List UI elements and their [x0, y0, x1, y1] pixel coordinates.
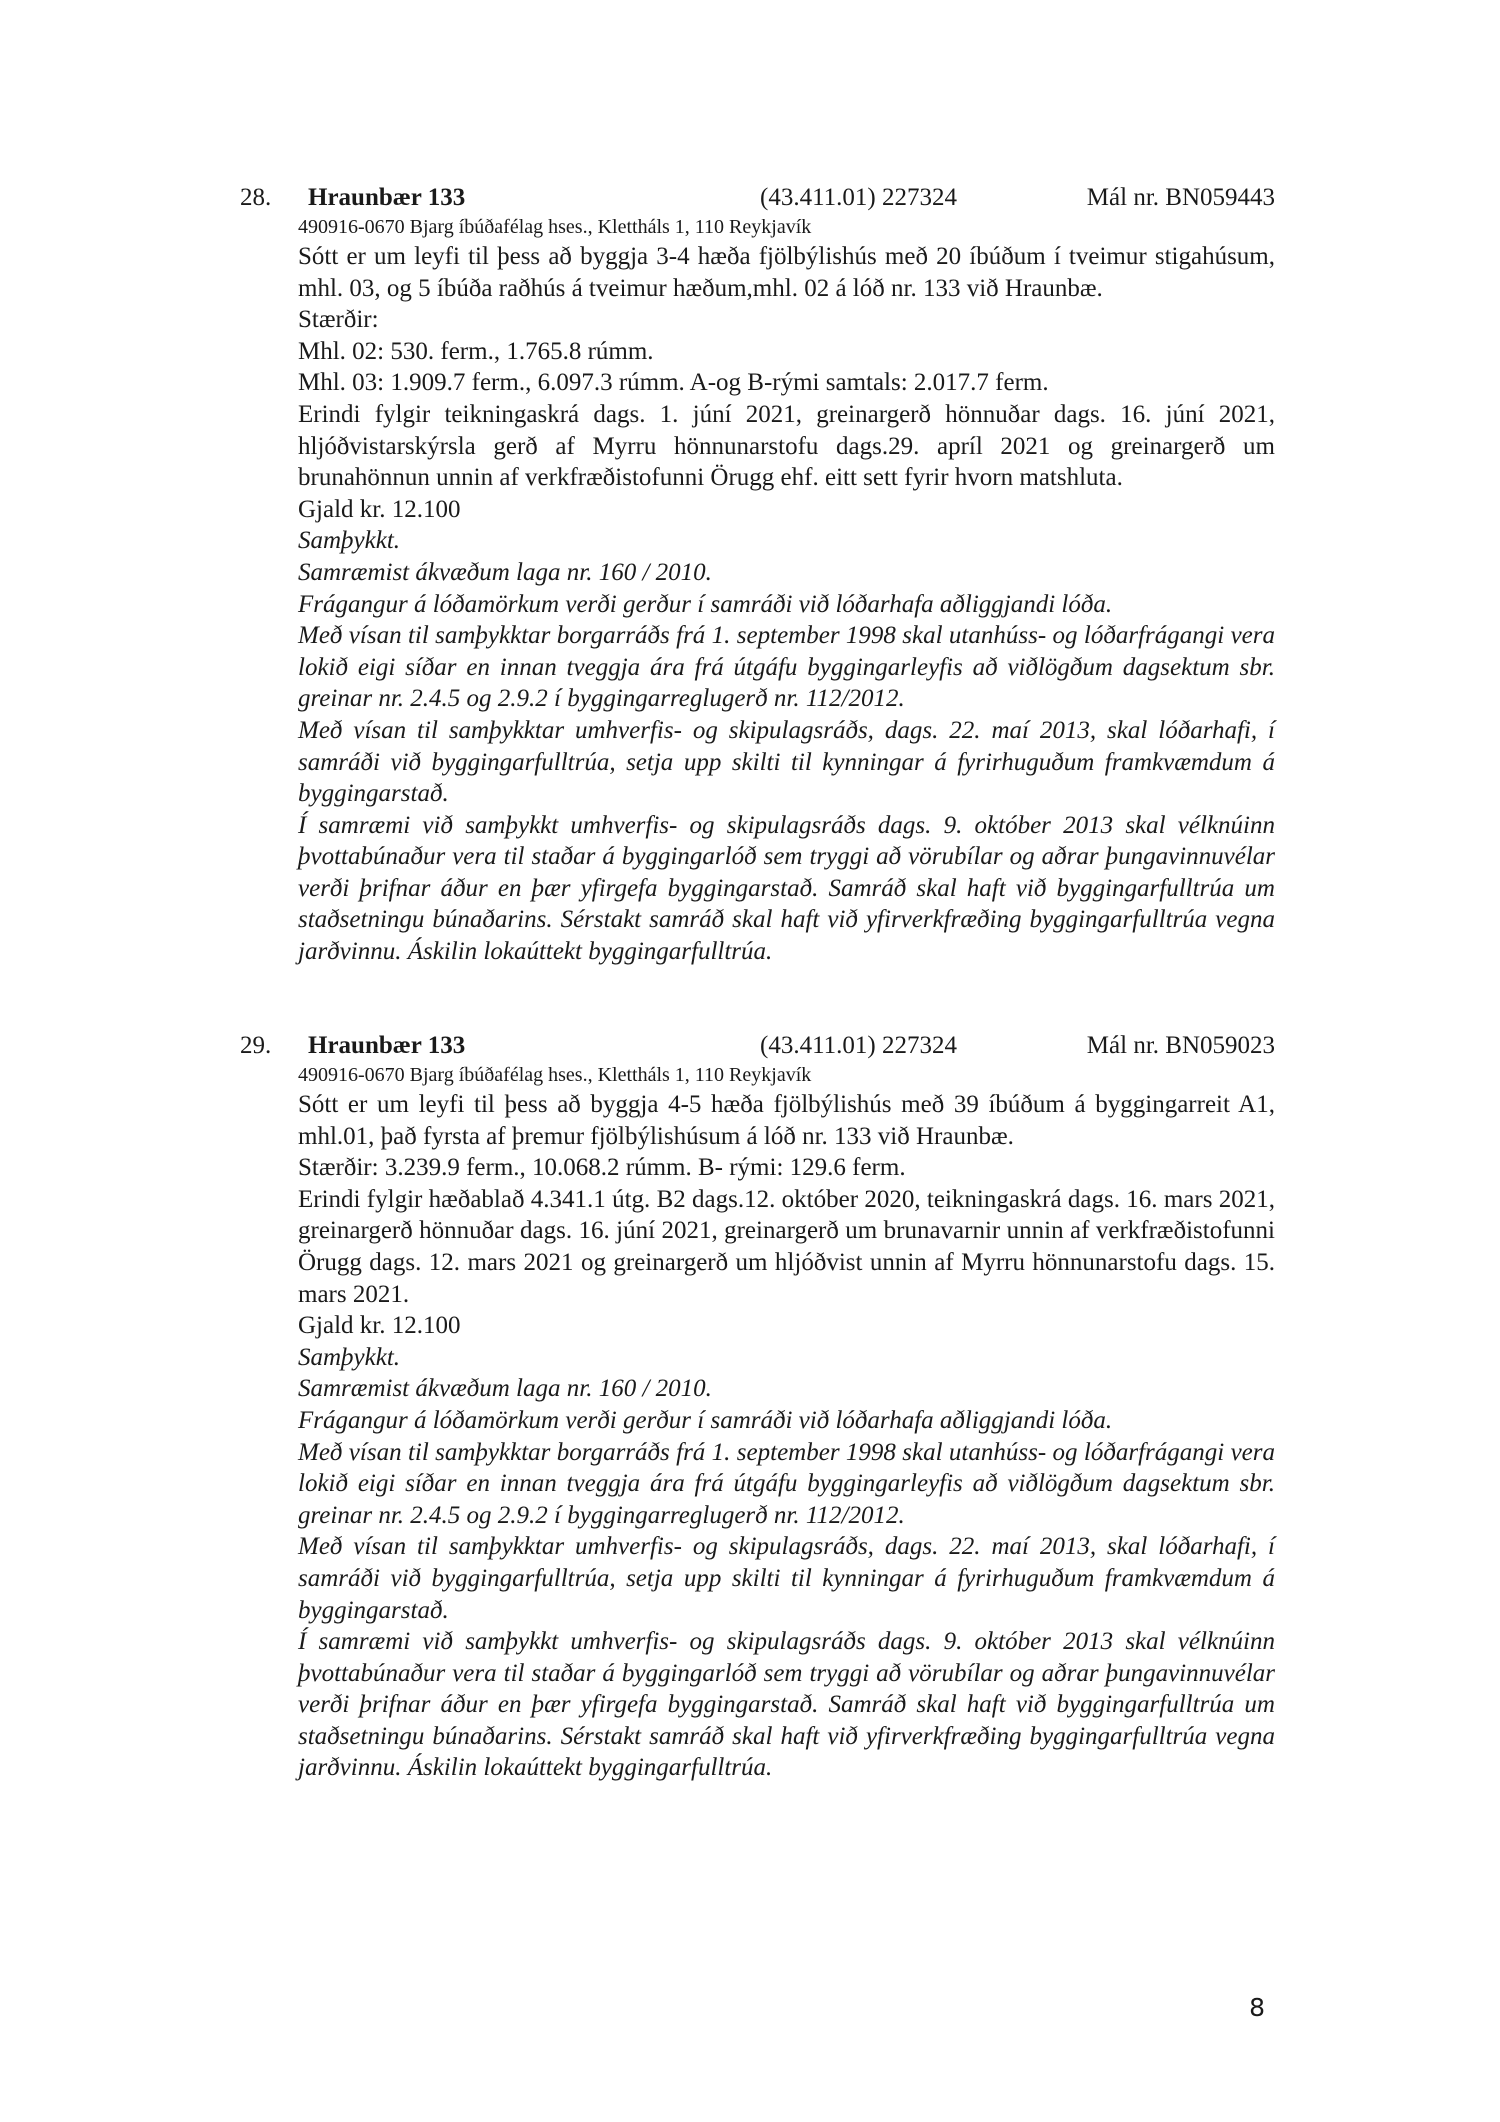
item-number: 28.	[240, 184, 272, 211]
condition-paragraph: Í samræmi við samþykkt umhverfis- og skipulagsráðs dags. 9. október 2013 skal vélknúinn þvottabúnaður vera til staðar á byggingarlóð sem tryggi að vörubílar og aðrar þungavinnuvélar verði þrifnar áður en þær yfirgefa byggingarstað. Samráð skal haft við byggingarfulltrúa um staðsetningu búnaðarins. Sérstakt samráð skal haft við yfirverkfræðing byggingarfulltrúa vegna jarðvinnu. Áskilin lokaúttekt byggingarfulltrúa.	[298, 1628, 1275, 1782]
item-title: Hraunbær 133	[308, 1032, 466, 1059]
applicant-line: 490916-0670 Bjarg íbúðafélag hses., Klettháls 1, 110 Reykjavík	[298, 1064, 812, 1086]
decision-line: Samþykkt.	[298, 527, 401, 555]
condition-line: Frágangur á lóðamörkum verði gerður í samráði við lóðarhafa aðliggjandi lóða.	[298, 590, 1113, 618]
body-paragraph: Mhl. 02: 530. ferm., 1.765.8 rúmm.	[298, 337, 654, 365]
case-number: Mál nr. BN059443	[1086, 184, 1275, 211]
item-header	[240, 1030, 1275, 1062]
agenda-item-28	[240, 182, 1275, 968]
decision-line: Samþykkt.	[298, 1343, 401, 1371]
condition-paragraph: Í samræmi við samþykkt umhverfis- og skipulagsráðs dags. 9. október 2013 skal vélknúinn þvottabúnaður vera til staðar á byggingarlóð sem tryggi að vörubílar og aðrar þungavinnuvélar verði þrifnar áður en þær yfirgefa byggingarstað. Samráð skal haft við byggingarfulltrúa um staðsetningu búnaðarins. Sérstakt samráð skal haft við yfirverkfræðing byggingarfulltrúa vegna jarðvinnu. Áskilin lokaúttekt byggingarfulltrúa.	[298, 811, 1275, 966]
item-body	[298, 1089, 1275, 1784]
case-number: Mál nr. BN059023	[1086, 1032, 1275, 1059]
agenda-item-29	[240, 1030, 1275, 1784]
body-paragraph: Sótt er um leyfi til þess að byggja 3-4 hæða fjölbýlishús með 20 íbúðum í tveimur stigahúsum, mhl. 03, og 5 íbúða raðhús á tveimur hæðum,mhl. 02 á lóð nr. 133 við Hraunbæ.	[298, 243, 1275, 302]
fee-line: Gjald kr. 12.100	[298, 495, 461, 523]
applicant-line: 490916-0670 Bjarg íbúðafélag hses., Klettháls 1, 110 Reykjavík	[298, 216, 812, 238]
condition-line: Samræmist ákvæðum laga nr. 160 / 2010.	[298, 1375, 712, 1403]
body-paragraph: Mhl. 03: 1.909.7 ferm., 6.097.3 rúmm. A-og B-rými samtals: 2.017.7 ferm.	[298, 369, 1049, 397]
item-title: Hraunbær 133	[308, 184, 466, 211]
item-body	[298, 241, 1275, 968]
page-number: 8	[1249, 1993, 1265, 2022]
item-number: 29.	[240, 1032, 272, 1059]
body-paragraph: Stærðir:	[298, 306, 379, 334]
condition-line: Frágangur á lóðamörkum verði gerður í samráði við lóðarhafa aðliggjandi lóða.	[298, 1406, 1113, 1434]
condition-paragraph: Með vísan til samþykktar umhverfis- og skipulagsráðs, dags. 22. maí 2013, skal lóðarhafi, í samráði við byggingarfulltrúa, setja upp skilti til kynningar á fyrirhuguðum framkvæmdum á byggingarstað.	[298, 716, 1275, 808]
land-code: (43.411.01) 227324	[760, 184, 957, 211]
body-paragraph: Erindi fylgir hæðablað 4.341.1 útg. B2 dags.12. október 2020, teikningaskrá dags. 16. mars 2021, greinargerð hönnuðar dags. 16. júní 2021, greinargerð um brunavarnir unnin af verkfræðistofunni Örugg dags. 12. mars 2021 og greinargerð um hljóðvist unnin af Myrru hönnunarstofu dags. 15. mars 2021.	[298, 1185, 1275, 1308]
land-code: (43.411.01) 227324	[760, 1032, 957, 1059]
body-paragraph: Stærðir: 3.239.9 ferm., 10.068.2 rúmm. B- rými: 129.6 ferm.	[298, 1154, 906, 1182]
condition-line: Samræmist ákvæðum laga nr. 160 / 2010.	[298, 558, 712, 586]
item-header	[240, 182, 1275, 214]
condition-paragraph: Með vísan til samþykktar umhverfis- og skipulagsráðs, dags. 22. maí 2013, skal lóðarhafi, í samráði við byggingarfulltrúa, setja upp skilti til kynningar á fyrirhuguðum framkvæmdum á byggingarstað.	[298, 1533, 1275, 1624]
body-paragraph: Erindi fylgir teikningaskrá dags. 1. júní 2021, greinargerð hönnuðar dags. 16. júní 2021, hljóðvistarskýrsla gerð af Myrru hönnunarstofu dags.29. apríl 2021 og greinargerð um brunahönnun unnin af verkfræðistofunni Örugg ehf. eitt sett fyrir hvorn matshluta.	[298, 400, 1275, 492]
fee-line: Gjald kr. 12.100	[298, 1312, 461, 1340]
condition-paragraph: Með vísan til samþykktar borgarráðs frá 1. september 1998 skal utanhúss- og lóðarfrágangi vera lokið eigi síðar en innan tveggja ára frá útgáfu byggingarleyfis að viðlögðum dagsektum sbr. greinar nr. 2.4.5 og 2.9.2 í byggingarreglugerð nr. 112/2012.	[298, 1438, 1275, 1529]
body-paragraph: Sótt er um leyfi til þess að byggja 4-5 hæða fjölbýlishús með 39 íbúðum á byggingarreit A1, mhl.01, það fyrsta af þremur fjölbýlishúsum á lóð nr. 133 við Hraunbæ.	[298, 1091, 1275, 1150]
condition-paragraph: Með vísan til samþykktar borgarráðs frá 1. september 1998 skal utanhúss- og lóðarfrágangi vera lokið eigi síðar en innan tveggja ára frá útgáfu byggingarleyfis að viðlögðum dagsektum sbr. greinar nr. 2.4.5 og 2.9.2 í byggingarreglugerð nr. 112/2012.	[298, 622, 1275, 713]
